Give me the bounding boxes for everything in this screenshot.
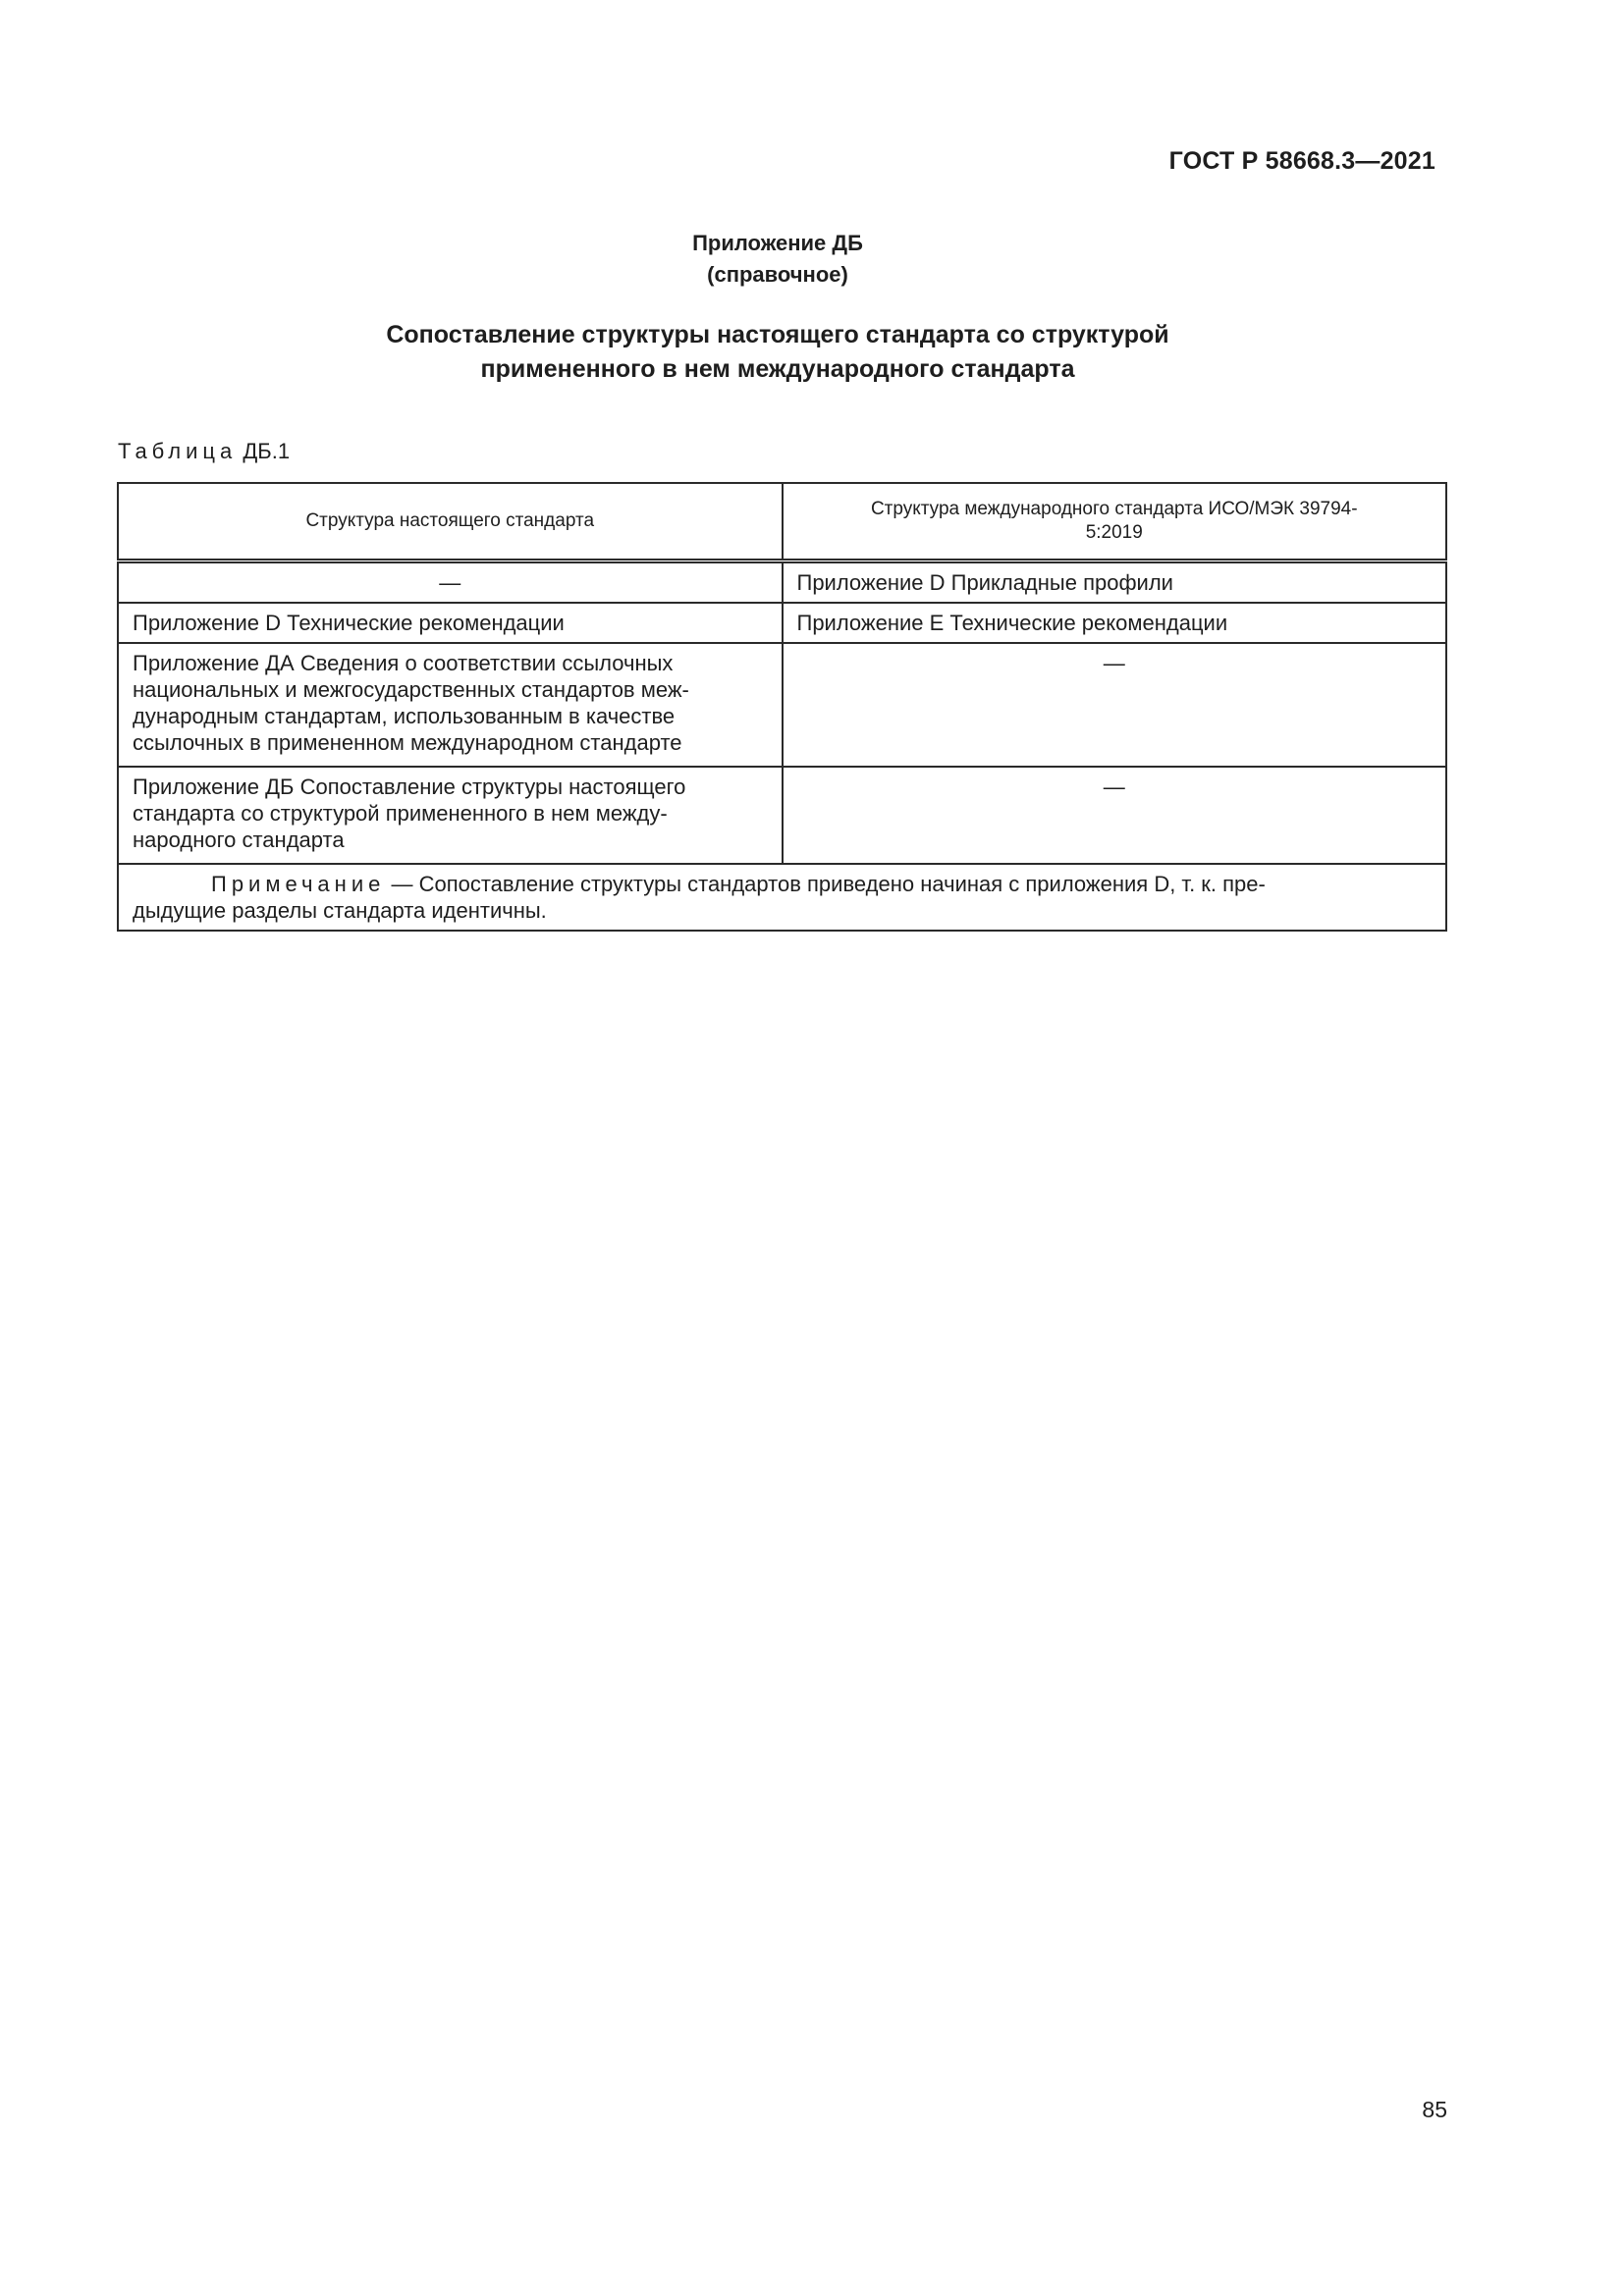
table-row	[118, 603, 1446, 643]
appendix-kind: (справочное)	[707, 262, 848, 287]
document-title	[0, 318, 1555, 387]
cell-line: дународным стандартам, использованным в качестве	[133, 704, 676, 728]
cell-line: стандарта со структурой примененного в нем между-	[133, 801, 668, 826]
cell-line: национальных и межгосударственных стандартов меж-	[133, 677, 689, 702]
table-caption-label: Таблица	[118, 439, 238, 463]
table-caption	[118, 439, 290, 464]
table-cell-current: Приложение D Технические рекомендации	[118, 603, 783, 643]
table-header-row	[118, 483, 1446, 561]
table-cell-international: —	[783, 643, 1447, 767]
table-cell-international: —	[783, 767, 1447, 864]
table-cell-international: Приложение D Прикладные профили	[783, 561, 1447, 604]
table-cell-current	[118, 767, 783, 864]
appendix-title: Приложение ДБ	[692, 231, 863, 255]
cell-line: Приложение ДБ Сопоставление структуры настоящего	[133, 774, 686, 799]
header-international-structure	[783, 483, 1447, 561]
cell-line: народного стандарта	[133, 828, 345, 852]
header-international-structure-line-2: 5:2019	[1085, 522, 1143, 543]
table-note-label: Примечание	[211, 872, 386, 896]
table-cell-international: Приложение E Технические рекомендации	[783, 603, 1447, 643]
table-cell-current: —	[118, 561, 783, 604]
document-title-line-1: Сопоставление структуры настоящего стандарта со структурой	[386, 321, 1169, 348]
table-note	[118, 864, 1446, 931]
structure-comparison-table	[117, 482, 1447, 932]
table-note-row	[118, 864, 1446, 931]
header-current-structure: Структура настоящего стандарта	[118, 483, 783, 561]
appendix-heading	[0, 228, 1555, 291]
table-row	[118, 643, 1446, 767]
table-note-line-2: дыдущие разделы стандарта идентичны.	[133, 898, 547, 923]
cell-line: Приложение ДА Сведения о соответствии ссылочных	[133, 651, 674, 675]
table-note-line-1: — Сопоставление структуры стандартов приведено начиная с приложения D, т. к. пре-	[385, 872, 1266, 896]
table-caption-number: ДБ.1	[243, 439, 291, 463]
table-row	[118, 561, 1446, 604]
table-cell-current	[118, 643, 783, 767]
document-title-line-2: примененного в нем международного стандарта	[480, 355, 1075, 383]
table-row	[118, 767, 1446, 864]
page-number: 85	[1422, 2097, 1447, 2122]
standard-code: ГОСТ Р 58668.3—2021	[1168, 147, 1435, 175]
cell-line: ссылочных в примененном международном стандарте	[133, 730, 682, 755]
header-international-structure-line-1: Структура международного стандарта ИСО/МЭК 39794-	[870, 499, 1358, 519]
